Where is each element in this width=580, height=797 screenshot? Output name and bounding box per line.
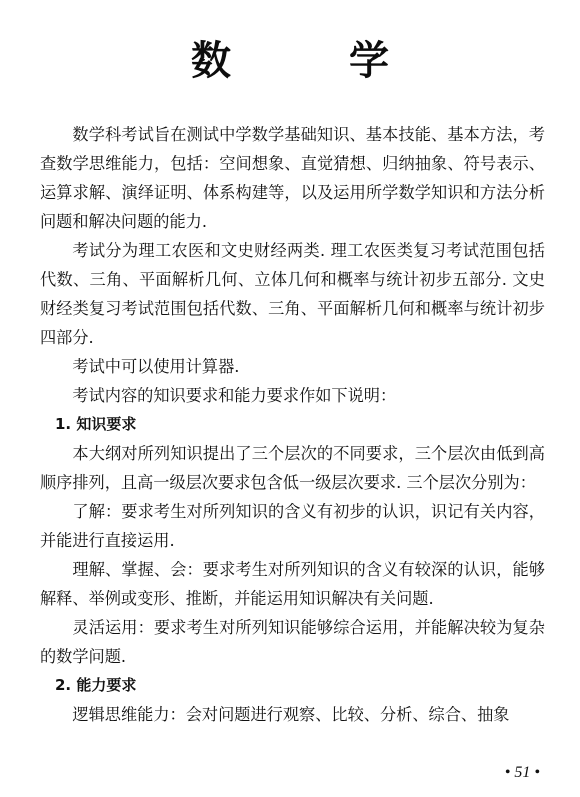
calculator-paragraph: 考试中可以使用计算器.	[72, 357, 240, 376]
intro-paragraph: 数学科考试旨在测试中学数学基础知识、基本技能、基本方法，考查数学思维能力，包括：空间想象、直觉猜想、归纳抽象、符号表示、运算求解、演绎证明、体系构建等，以及运用所学数学知识和方法分析问题和解决问题的能力.	[40, 125, 545, 231]
exam-categories-paragraph: 考试分为理工农医和文史财经两类. 理工农医类复习考试范围包括代数、三角、平面解析几何、立体几何和概率与统计初步五部分. 文史财经类复习考试范围包括代数、三角、平面解析几何和概率与统计初步四部分.	[40, 241, 545, 347]
requirements-intro-paragraph: 考试内容的知识要求和能力要求作如下说明：	[72, 386, 397, 405]
level-understand-paragraph: 了解：要求考生对所列知识的含义有初步的认识，识记有关内容，并能进行直接运用.	[40, 502, 545, 550]
page-title: 数 学	[191, 38, 441, 84]
logic-ability-paragraph: 逻辑思维能力：会对问题进行观察、比较、分析、综合、抽象	[72, 705, 510, 724]
knowledge-levels-paragraph: 本大纲对所列知识提出了三个层次的不同要求，三个层次由低到高顺序排列，且高一级层次要求包含低一级层次要求. 三个层次分别为：	[40, 444, 545, 492]
page-number: • 51 •	[504, 764, 540, 781]
body-text	[40, 120, 545, 729]
level-master-paragraph: 理解、掌握、会：要求考生对所列知识的含义有较深的认识，能够解释、举例或变形、推断，并能运用知识解决有关问题.	[40, 560, 545, 608]
level-apply-paragraph: 灵活运用：要求考生对所列知识能够综合运用，并能解决较为复杂的数学问题.	[40, 618, 545, 666]
section-heading-ability: 2. 能力要求	[55, 676, 137, 694]
section-heading-knowledge: 1. 知识要求	[55, 415, 137, 433]
